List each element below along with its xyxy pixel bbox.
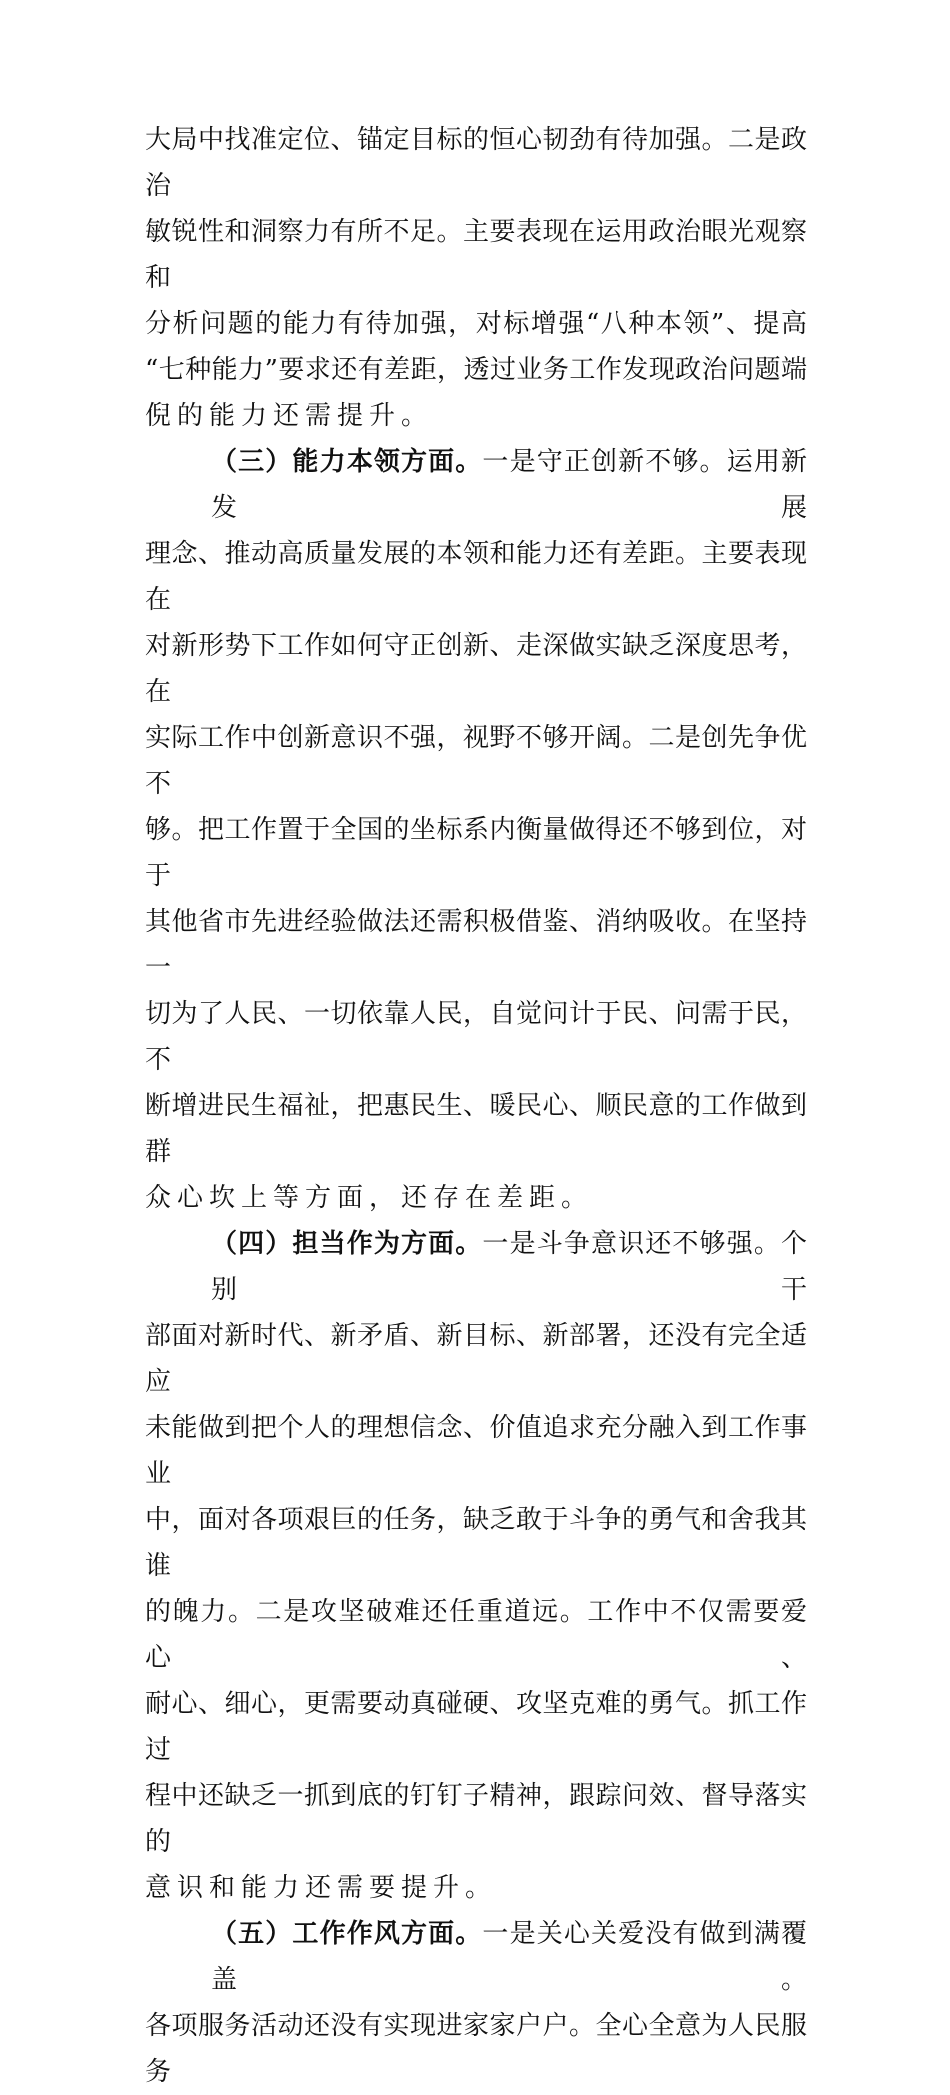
paragraph-responsibility: [145, 1221, 807, 1911]
paragraph-work-style: [145, 1911, 807, 2095]
paragraph-ability: [145, 439, 807, 1221]
section-heading: （四）担当作为方面。: [211, 1229, 483, 1259]
text-line: 对新形势下工作如何守正创新、走深做实缺乏深度思考，在: [145, 631, 807, 707]
text-line: “七种能力”要求还有差距，透过业务工作发现政治问题端: [145, 355, 807, 385]
document-page: [145, 117, 807, 2095]
text-line: 各项服务活动还没有实现进家家户户。全心全意为人民服务: [145, 2011, 807, 2087]
text-line: 实际工作中创新意识不强，视野不够开阔。二是创先争优不: [145, 723, 807, 799]
paragraph-1: [145, 117, 807, 439]
text-line: 分析问题的能力有待加强，对标增强“八种本领”、提高: [145, 309, 807, 339]
text-line: 理念、推动高质量发展的本领和能力还有差距。主要表现在: [145, 539, 807, 615]
text-line: 部面对新时代、新矛盾、新目标、新部署，还没有完全适应: [145, 1321, 807, 1397]
text-line: [145, 1221, 807, 1313]
text-line: [145, 1911, 807, 2003]
text-line: 众心坎上等方面，还存在差距。: [145, 1183, 594, 1213]
text-line: [145, 439, 807, 531]
text-line: 断增进民生福祉，把惠民生、暖民心、顺民意的工作做到群: [145, 1091, 807, 1167]
text-run: 一是关心关爱没有做到满覆盖。: [211, 1919, 807, 1995]
text-line: 的魄力。二是攻坚破难还任重道远。工作中不仅需要爱心、: [145, 1597, 807, 1673]
text-line: 意识和能力还需要提升。: [145, 1873, 498, 1903]
text-line: 倪的能力还需提升。: [145, 401, 434, 431]
text-line: 程中还缺乏一抓到底的钉钉子精神，跟踪问效、督导落实的: [145, 1781, 807, 1857]
text-line: 大局中找准定位、锚定目标的恒心韧劲有待加强。二是政治: [145, 125, 807, 201]
text-line: 其他省市先进经验做法还需积极借鉴、消纳吸收。在坚持一: [145, 907, 807, 983]
section-heading: （三）能力本领方面。: [211, 447, 483, 477]
text-line: 够。把工作置于全国的坐标系内衡量做得还不够到位，对于: [145, 815, 807, 891]
text-line: 敏锐性和洞察力有所不足。主要表现在运用政治眼光观察和: [145, 217, 807, 293]
text-line: 耐心、细心，更需要动真碰硬、攻坚克难的勇气。抓工作过: [145, 1689, 807, 1765]
section-heading: （五）工作作风方面。: [211, 1919, 483, 1949]
text-run: 一是守正创新不够。运用新发展: [211, 447, 807, 523]
text-line: 中，面对各项艰巨的任务，缺乏敢于斗争的勇气和舍我其谁: [145, 1505, 807, 1581]
text-line: 未能做到把个人的理想信念、价值追求充分融入到工作事业: [145, 1413, 807, 1489]
text-line: 切为了人民、一切依靠人民，自觉问计于民、问需于民，不: [145, 999, 807, 1075]
text-run: 一是斗争意识还不够强。个别干: [211, 1229, 807, 1305]
